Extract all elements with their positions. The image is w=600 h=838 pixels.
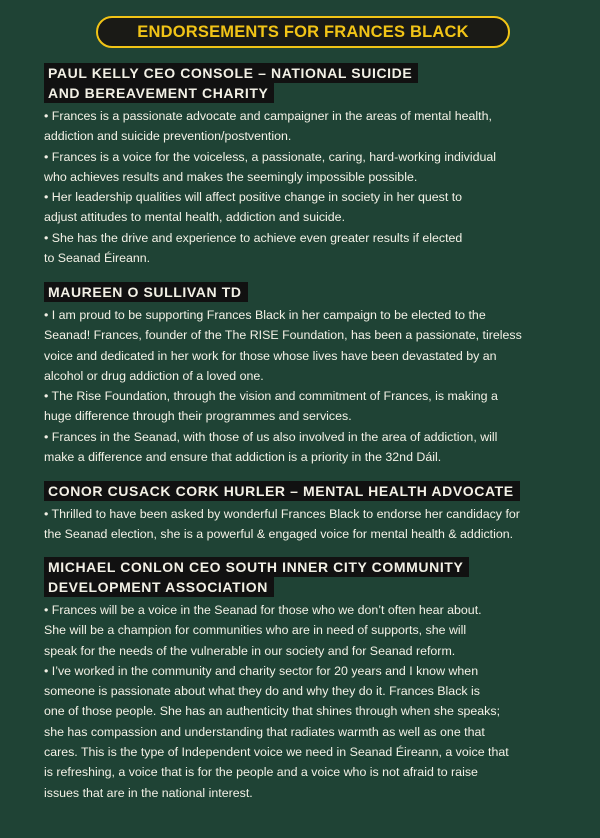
text-line: • I am proud to be supporting Frances Black in her campaign to be elected to the	[44, 308, 486, 322]
text-line: • Frances is a voice for the voiceless, a passionate, caring, hard-working individual	[44, 149, 496, 164]
text-line: • I’ve worked in the community and charity sector for 20 years and I know when	[44, 663, 479, 678]
endorsement-paul-kelly	[44, 63, 570, 268]
text-line: cares. This is the type of Independent voice we need in Seanad Éireann, a voice that	[44, 745, 509, 760]
endorser-header	[44, 282, 570, 302]
endorsement-conor-cusack	[44, 481, 570, 545]
text-line: someone is passionate about what they do and why they do it. Frances Black is	[44, 684, 480, 699]
text-line: • Frances in the Seanad, with those of us also involved in the area of addiction, will	[44, 429, 498, 444]
text-line: She will be a champion for communities who are in need of supports, she will	[44, 623, 467, 638]
endorser-header	[44, 481, 570, 501]
endorser-header	[44, 557, 570, 597]
text-line: • Thrilled to have been asked by wonderful Frances Black to endorse her candidacy for	[44, 507, 520, 521]
text-line: • Her leadership qualities will affect positive change in society in her quest to	[44, 190, 463, 205]
endorser-role-line-1: TD	[221, 284, 242, 300]
endorser-name: MAUREEN O SULLIVAN	[48, 284, 218, 300]
endorser-role-line-1: CEO CONSOLE – NATIONAL SUICIDE	[143, 65, 413, 81]
endorsement-michael-conlon	[44, 557, 570, 803]
endorsement-maureen-o-sullivan	[44, 282, 570, 467]
endorsement-text	[44, 504, 570, 545]
text-line: • Frances is a passionate advocate and campaigner in the areas of mental health,	[44, 109, 492, 123]
text-line: one of those people. She has an authenticity that shines through when she speaks;	[44, 704, 501, 719]
text-line: adjust attitudes to mental health, addiction and suicide.	[44, 210, 346, 225]
endorser-role-line-1: CEO SOUTH INNER CITY COMMUNITY	[188, 559, 464, 575]
text-line: speak for the needs of the vulnerable in our society and for Seanad reform.	[44, 643, 456, 658]
text-line: • The Rise Foundation, through the vision and commitment of Frances, is making a	[44, 389, 498, 404]
endorser-header	[44, 63, 570, 103]
text-line: addiction and suicide prevention/postvention.	[44, 129, 292, 144]
page-title: ENDORSEMENTS FOR FRANCES BLACK	[137, 22, 469, 41]
text-line: • She has the drive and experience to achieve even greater results if elected	[44, 230, 463, 245]
text-line: she has compassion and understanding that radiates warmth as well as one that	[44, 724, 485, 739]
page-title-banner	[96, 16, 510, 48]
text-line: voice and dedicated in her work for those whose lives have been devastated by an	[44, 348, 497, 363]
text-line: Seanad! Frances, founder of the The RISE Foundation, has been a passionate, tireless	[44, 328, 522, 343]
text-line: huge difference through their programmes and services.	[44, 409, 352, 424]
text-line: to Seanad Éireann.	[44, 251, 151, 266]
text-line: • Frances will be a voice in the Seanad for those who we don’t often hear about.	[44, 603, 482, 617]
endorser-role-line-2: DEVELOPMENT ASSOCIATION	[48, 579, 268, 595]
text-line: who achieves results and makes the seemingly impossible possible.	[44, 169, 418, 184]
endorser-role-line-1: CORK HURLER – MENTAL HEALTH ADVOCATE	[175, 483, 514, 499]
endorser-name: MICHAEL CONLON	[48, 559, 185, 575]
text-line: alcohol or drug addiction of a loved one.	[44, 368, 264, 383]
endorser-name: PAUL KELLY	[48, 65, 140, 81]
endorser-name: CONOR CUSACK	[48, 483, 172, 499]
endorsement-text	[44, 600, 570, 803]
endorsement-text	[44, 305, 570, 467]
endorser-role-line-2: AND BEREAVEMENT CHARITY	[48, 85, 269, 101]
text-line: make a difference and ensure that addiction is a priority in the 32nd Dáil.	[44, 450, 442, 465]
endorsement-text	[44, 106, 570, 268]
text-line: the Seanad election, she is a powerful & engaged voice for mental health & addiction.	[44, 527, 514, 542]
text-line: issues that are in the national interest.	[44, 785, 253, 800]
text-line: is refreshing, a voice that is for the people and a voice who is not afraid to raise	[44, 765, 478, 780]
